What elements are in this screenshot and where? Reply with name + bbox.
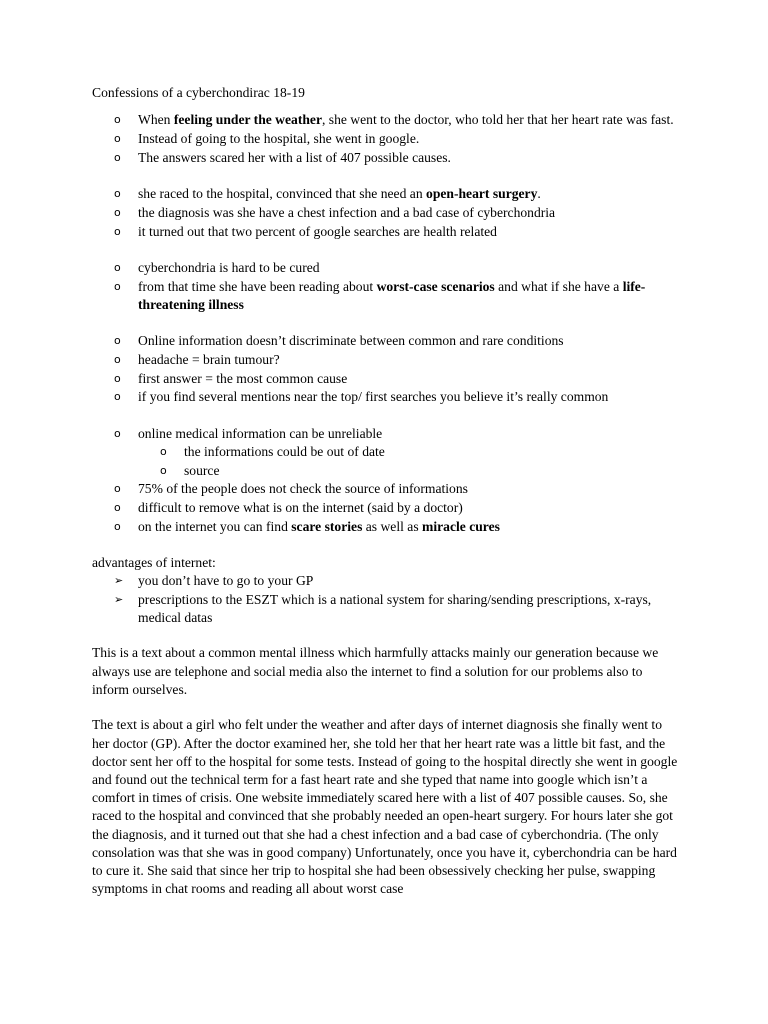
list-item (92, 351, 682, 369)
text: if you find several mentions near the top/ first searches you believe it’s really common (138, 389, 609, 405)
text: first answer = the most common cause (138, 370, 348, 386)
bold-text: feeling under the weather (173, 112, 322, 128)
list-item (92, 388, 682, 406)
circle-bullet-icon: o (114, 279, 121, 293)
circle-bullet-icon: o (114, 333, 121, 347)
list-item (92, 370, 682, 388)
list-item (92, 591, 682, 627)
list-item (92, 204, 682, 222)
spacer (92, 699, 682, 716)
circle-bullet-icon: o (114, 186, 121, 200)
text: Instead of going to the hospital, she went in google. (138, 131, 420, 146)
spacer (92, 537, 682, 554)
circle-bullet-icon: o (114, 260, 121, 274)
circle-bullet-icon: o (114, 390, 121, 404)
bold-text: worst-case scenarios (376, 278, 495, 294)
sub-list (138, 443, 682, 480)
list-item (92, 111, 682, 129)
list-item (92, 259, 682, 277)
list-item (92, 572, 682, 590)
list-item (92, 278, 682, 314)
circle-bullet-icon: o (114, 482, 121, 496)
text: the informations could be out of date (184, 443, 385, 459)
list-item (92, 499, 682, 517)
text: difficult to remove what is on the internet (said by a doctor) (138, 500, 463, 516)
spacer (92, 407, 682, 424)
text: as well as (362, 518, 423, 534)
text: you don’t have to go to your GP (138, 573, 314, 589)
text: . (537, 185, 541, 201)
circle-bullet-icon: o (114, 150, 121, 164)
list-item (92, 130, 682, 148)
bold-text: scare stories (291, 518, 363, 534)
document-title: Confessions of a cyberchondirac 18-19 (92, 85, 305, 100)
circle-bullet-icon: o (114, 352, 121, 366)
text: and what if she have a (494, 278, 623, 294)
circle-bullet-icon: o (114, 519, 121, 533)
list-item (92, 480, 682, 498)
arrow-bullet-icon: ➢ (114, 574, 124, 588)
circle-bullet-icon: o (114, 501, 121, 515)
text: 75% of the people does not check the source of informations (138, 481, 468, 497)
advantages-title: advantages of internet: (92, 555, 216, 571)
text: prescriptions to the ESZT which is a national system for sharing/sending prescriptions, x-rays, medical datas (138, 591, 652, 625)
text: headache = brain tumour? (138, 351, 280, 367)
circle-bullet-icon: o (114, 205, 121, 219)
circle-bullet-icon: o (114, 132, 121, 145)
arrow-bullet-icon: ➢ (114, 592, 124, 606)
text: she raced to the hospital, convinced that she need an (138, 185, 427, 201)
bold-text: open-heart surgery (426, 185, 538, 201)
spacer (92, 241, 682, 258)
spacer (92, 168, 682, 185)
circle-bullet-icon: o (114, 371, 121, 385)
text: Online information doesn’t discriminate between common and rare conditions (138, 332, 564, 348)
notes-group-5 (92, 425, 682, 537)
paragraph-intro: This is a text about a common mental illness which harmfully attacks mainly our generation because we always use are telephone and social media also the internet to find a solution for our problems also to inform ourselves. (92, 645, 659, 697)
bold-text: miracle cures (422, 518, 500, 534)
advantages-list (92, 572, 682, 627)
notes-group-3 (92, 259, 682, 314)
text: online medical information can be unreliable (138, 425, 383, 441)
text: from that time she have been reading about (138, 278, 377, 294)
text: source (184, 462, 220, 478)
circle-bullet-icon: o (114, 113, 121, 127)
list-item (92, 425, 682, 480)
sub-list-item (138, 443, 682, 461)
spacer (92, 315, 682, 332)
document-page (92, 84, 682, 898)
circle-bullet-icon: o (160, 444, 167, 458)
bold-text: life-threatening illness (138, 278, 646, 312)
text: cyberchondria is hard to be cured (138, 259, 320, 275)
spacer (92, 627, 682, 644)
text: When (138, 112, 174, 128)
list-item (92, 518, 682, 536)
text: it turned out that two percent of google searches are health related (138, 223, 497, 239)
circle-bullet-icon: o (114, 224, 121, 238)
text: on the internet you can find (138, 518, 292, 534)
notes-group-1 (92, 111, 682, 167)
sub-list-item (138, 462, 682, 480)
notes-group-4 (92, 332, 682, 407)
list-item (92, 149, 682, 167)
text: , she went to the doctor, who told her that her heart rate was fast. (321, 112, 674, 128)
circle-bullet-icon: o (114, 426, 121, 440)
text: The answers scared her with a list of 407 possible causes. (138, 149, 451, 165)
paragraph-summary: The text is about a girl who felt under the weather and after days of internet diagnosis she finally went to her doctor (GP). After the doctor examined her, she told her that her heart rate was a little bit fast, and the doctor sent her off to the hospital for some tests. Instead of going to the hospital directly she went in google and found out the technical term for a fast heart rate and she typed that name into google which isn’t a comfort in times of crisis. One website immediately scared here with a list of 407 possible causes. So, she raced to the hospital and convinced that she probably needed an open-heart surgery. For hours later she got the diagnosis, and it turned out that she had a chest infection and a bad case of cyberchondria. (The only consolation was that she was in good company) Unfortunately, once you have it, cyberchondria can be hard to cure it. She said that since her trip to hospital she had been obsessively checking her pulse, swapping symptoms in chat rooms and reading all about worst case (92, 717, 678, 897)
circle-bullet-icon: o (160, 463, 167, 477)
list-item (92, 332, 682, 350)
list-item (92, 223, 682, 241)
list-item (92, 185, 682, 203)
text: the diagnosis was she have a chest infection and a bad case of cyberchondria (138, 204, 556, 220)
notes-group-2 (92, 185, 682, 241)
